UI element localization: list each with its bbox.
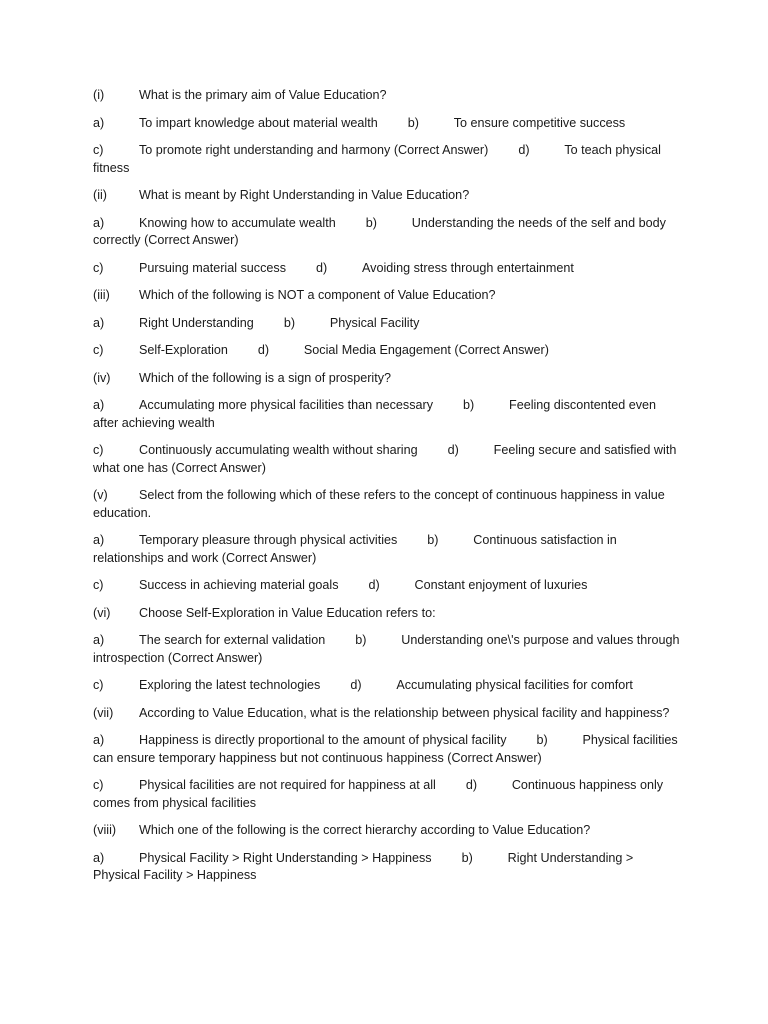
option-line — [93, 632, 683, 667]
option-text: Feeling discontented even after achieving wealth — [93, 398, 657, 430]
option-text: Avoiding stress through entertainment — [362, 260, 574, 275]
option-line — [93, 315, 683, 333]
option-letter: a) — [93, 215, 105, 230]
option-line — [93, 677, 683, 695]
question-6 — [93, 605, 683, 623]
option-letter: c) — [93, 143, 104, 157]
option-letter: a) — [93, 533, 105, 547]
option-line — [93, 142, 683, 177]
option-line — [93, 777, 683, 812]
option-text: Right Understanding — [139, 315, 254, 330]
question-text: According to Value Education, what is the relationship between physical facility and happiness? — [139, 705, 670, 720]
question-number: (iii) — [93, 288, 110, 302]
option-line — [93, 442, 683, 477]
option-letter: b) — [463, 398, 475, 412]
option-letter: d) — [518, 143, 530, 157]
option-text: Happiness is directly proportional to the amount of physical facility — [139, 733, 507, 747]
option-text: Understanding the needs of the self and body correctly (Correct Answer) — [93, 215, 666, 247]
question-4 — [93, 370, 683, 388]
option-text: Accumulating more physical facilities than necessary — [139, 398, 433, 412]
option-text: Constant enjoyment of luxuries — [414, 578, 588, 592]
option-text: Temporary pleasure through physical activities — [139, 533, 398, 547]
option-letter: a) — [93, 398, 105, 412]
question-number: (viii) — [93, 823, 117, 837]
question-number: (iv) — [93, 370, 111, 385]
option-text: Success in achieving material goals — [139, 578, 339, 592]
option-text: Pursuing material success — [139, 260, 286, 275]
option-letter: c) — [93, 260, 104, 275]
option-letter: b) — [427, 533, 439, 547]
question-number: (i) — [93, 88, 105, 102]
option-text: Physical Facility — [329, 315, 420, 330]
option-text: Continuously accumulating wealth without sharing — [139, 443, 418, 457]
option-text: To ensure competitive success — [453, 115, 626, 130]
option-letter: b) — [536, 733, 548, 747]
option-text: The search for external validation — [139, 633, 326, 647]
option-text: To impart knowledge about material wealth — [139, 115, 378, 130]
option-letter: b) — [461, 850, 473, 865]
option-line — [93, 577, 683, 595]
option-text: Accumulating physical facilities for comfort — [396, 678, 633, 692]
option-letter: c) — [93, 578, 104, 592]
option-text: Exploring the latest technologies — [139, 678, 321, 692]
option-letter: d) — [447, 443, 459, 457]
question-text: What is meant by Right Understanding in Value Education? — [139, 188, 470, 202]
option-text: Continuous happiness only comes from physical facilities — [93, 778, 664, 810]
option-line — [93, 342, 683, 360]
question-1 — [93, 87, 683, 105]
option-line — [93, 115, 683, 133]
option-line — [93, 215, 683, 250]
question-5 — [93, 487, 683, 522]
option-letter: a) — [93, 315, 105, 330]
question-7 — [93, 705, 683, 723]
option-text: Physical Facility > Right Understanding > Happiness — [139, 850, 432, 865]
question-number: (vii) — [93, 705, 114, 720]
option-letter: c) — [93, 778, 104, 792]
question-8 — [93, 822, 683, 840]
option-letter: a) — [93, 733, 105, 747]
option-letter: c) — [93, 343, 104, 357]
document-page — [93, 87, 683, 895]
question-text: Which one of the following is the correct hierarchy according to Value Education? — [139, 823, 591, 837]
option-text: Understanding one\'s purpose and values through introspection (Correct Answer) — [93, 633, 680, 665]
option-text: Physical facilities are not required for happiness at all — [139, 778, 436, 792]
option-letter: b) — [283, 315, 296, 330]
option-letter: b) — [365, 215, 377, 230]
option-text: Knowing how to accumulate wealth — [139, 215, 336, 230]
option-text: Physical facilities can ensure temporary happiness but not continuous happiness (Correct Answer) — [93, 733, 678, 765]
question-text: Select from the following which of these refers to the concept of continuous happiness in value education. — [93, 488, 665, 520]
question-number: (v) — [93, 488, 108, 502]
option-letter: d) — [368, 578, 380, 592]
option-letter: d) — [316, 260, 328, 275]
question-number: (ii) — [93, 188, 107, 202]
option-text: Social Media Engagement (Correct Answer) — [303, 343, 549, 357]
option-letter: a) — [93, 850, 105, 865]
option-letter: d) — [465, 778, 478, 792]
question-text: Which of the following is a sign of prosperity? — [139, 370, 391, 385]
option-letter: b) — [355, 633, 367, 647]
question-3 — [93, 287, 683, 305]
option-letter: d) — [257, 343, 270, 357]
option-line — [93, 732, 683, 767]
option-line — [93, 397, 683, 432]
option-letter: a) — [93, 115, 105, 130]
option-letter: b) — [407, 115, 419, 130]
option-letter: d) — [350, 678, 362, 692]
option-text: Self-Exploration — [139, 343, 228, 357]
option-letter: c) — [93, 678, 104, 692]
option-text: To promote right understanding and harmony (Correct Answer) — [139, 143, 489, 157]
option-letter: a) — [93, 633, 105, 647]
question-text: Which of the following is NOT a component of Value Education? — [139, 288, 496, 302]
option-text: Right Understanding > Physical Facility > Happiness — [93, 850, 634, 882]
question-2 — [93, 187, 683, 205]
question-text: Choose Self-Exploration in Value Education refers to: — [139, 605, 436, 620]
question-number: (vi) — [93, 605, 111, 620]
option-text: Feeling secure and satisfied with what one has (Correct Answer) — [93, 443, 677, 475]
option-line — [93, 260, 683, 278]
question-text: What is the primary aim of Value Education? — [139, 88, 387, 102]
option-text: Continuous satisfaction in relationships and work (Correct Answer) — [93, 533, 617, 565]
option-letter: c) — [93, 443, 104, 457]
option-text: To teach physical fitness — [93, 143, 661, 175]
option-line — [93, 532, 683, 567]
option-line — [93, 850, 683, 885]
